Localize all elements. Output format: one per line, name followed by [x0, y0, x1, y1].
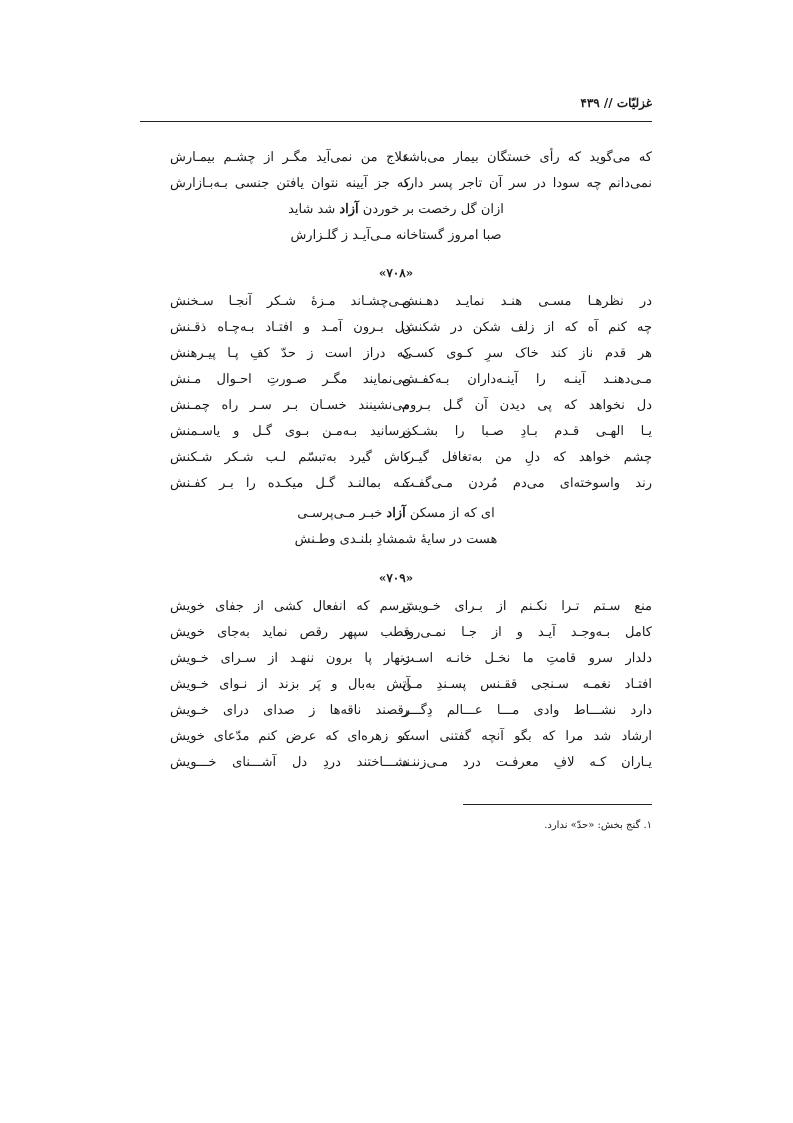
hemistich-left: مـی‌چشـاند مـزهٔ شـکر آنجـا سـخنش: [170, 294, 410, 309]
hemistich-right: چشم خواهد که دلِ من به‌تغافل گیـرد: [402, 450, 652, 465]
couplet: [140, 724, 652, 750]
hemistich-left: می‌نمایند مگـر صـورتِ احـوال مـنش: [170, 372, 410, 387]
couplet: [140, 341, 652, 367]
hemistich-right: یـا الهـی قـدم بـادِ صـبا را بشـکن: [402, 424, 652, 439]
hemistich-left: علاج من نمی‌آید مگـر از چشـم بیمـارش: [170, 150, 410, 165]
hemistich-left: ترسم که انفعال کشی از جفای خویش: [170, 599, 410, 614]
poem-number: «۷۰۹»: [378, 571, 414, 585]
couplet: [140, 698, 652, 724]
hemistich-left: آتش به‌بال و پَر بزند از نـوای خـویش: [170, 677, 410, 692]
couplet: [140, 594, 652, 620]
couplet: [140, 419, 652, 445]
hemistich-right: ارشاد شد مرا که بگو آنچه گفتنی است: [402, 729, 652, 744]
hemistich-right: یـاران کـه لافِ معرفـت درد مـی‌زننـد: [402, 755, 652, 770]
hemistich-right: چه کنم آه که از زلف شکن در شکنش: [402, 320, 652, 335]
couplet: [140, 367, 652, 393]
hemistich-left: دل بـرون آمـد و افتـاد بـه‌چـاه ذقـنش: [170, 320, 410, 335]
couplet: [140, 672, 652, 698]
hemistich-right: در نظرهـا مسـی هنـد نمایـد دهـنش: [402, 294, 652, 309]
couplet: [140, 171, 652, 197]
hemistich-left: کـه بمالنـد گـل میکـده را بـر کفـنش: [170, 476, 410, 491]
closing-hemistich: صبا امروز گستاخانه مـی‌آیـد ز گلـزارش: [290, 228, 502, 243]
hemistich-right: کامل بـه‌وجـد آیـد و از جـا نمـی‌رود: [402, 625, 652, 640]
closing-hemistich: ازان گل رخصت بر خوردن آزاد شد شاید: [288, 202, 504, 217]
hemistich-left: رقصند ناقه‌ها ز صدای درای خـویش: [170, 703, 410, 718]
hemistich-right: رند واسوخته‌ای می‌دم مُردن مـی‌گفـت: [402, 476, 652, 491]
pen-name: آزاد: [339, 202, 359, 217]
footnote: ۱. گنج بخش: «حدّ» ندارد.: [544, 820, 652, 831]
hemistich-right: دل نخواهد که پی دیدن آن گـل بـروم: [402, 398, 652, 413]
closing-hemistich: ای که از مسکن آزاد خبـر مـی‌پرسـی: [297, 506, 495, 521]
poem-number: «۷۰۸»: [378, 266, 414, 280]
couplet: [140, 445, 652, 471]
hemistich-left: نشـــاختند دردِ دل آشـــنای خـــویش: [170, 755, 410, 770]
couplet: [140, 646, 652, 672]
couplet: [140, 393, 652, 419]
running-header: غزلیّات // ۴۳۹: [580, 96, 652, 110]
hemistich-right: دارد نشـــاط وادی مـــا عـــالم دِگـــر: [402, 703, 652, 718]
footnote-rule: [463, 804, 652, 805]
hemistich-left: قطب سپهر رقص نماید به‌جای خویش: [170, 625, 410, 640]
hemistich-right: دلدار سرو قامتِ ما نخـل خانـه اسـت: [402, 651, 652, 666]
couplet: [140, 315, 652, 341]
hemistich-left: می‌نشینند خسـان بـر سـر راه چمـنش: [170, 398, 410, 413]
hemistich-right: مـی‌دهنـد آینـه را آینـه‌داران بـه‌کفـش: [402, 372, 652, 387]
hemistich-right: هر قدم ناز کند خاک سرِ کـوی کسـی: [402, 346, 652, 361]
hemistich-left: که دراز است ز حدّ کفِ پـا پیـرهنش: [170, 346, 410, 361]
hemistich-right: منع سـتم تـرا نکـنم از بـرای خـویش: [402, 599, 652, 614]
hemistich-right: افتـاد نغمـه سـنجی ققـنس پسـندِ مـن: [402, 677, 652, 692]
couplet: [140, 145, 652, 171]
closing-hemistich: هست در سایهٔ شمشادِ بلنـدی وطـنش: [294, 532, 498, 547]
couplet: [140, 750, 652, 776]
hemistich-left: کاش گیرد به‌تبسّم لـب شـکر شـکنش: [170, 450, 410, 465]
couplet: [140, 620, 652, 646]
hemistich-left: که جز آیینه نتوان یافتن جنسی بـه‌بـازارش: [170, 176, 410, 191]
hemistich-left: زنهار پا برون ننهـد از سـرای خـویش: [170, 651, 410, 666]
header-rule: [140, 121, 652, 122]
hemistich-right: که می‌گوید که رأی خستگان بیمار می‌باشد: [402, 150, 652, 165]
couplet: [140, 471, 652, 497]
couplet: [140, 289, 652, 315]
hemistich-right: نمی‌دانم چه سودا در سر آن تاجر پسر دارد: [402, 176, 652, 191]
pen-name: آزاد: [386, 506, 406, 521]
hemistich-left: نرسانید بـه‌مـن بـوی گـل و یاسـمنش: [170, 424, 410, 439]
hemistich-left: کو زهره‌ای که عرض کنم مدّعای خویش: [170, 729, 410, 744]
